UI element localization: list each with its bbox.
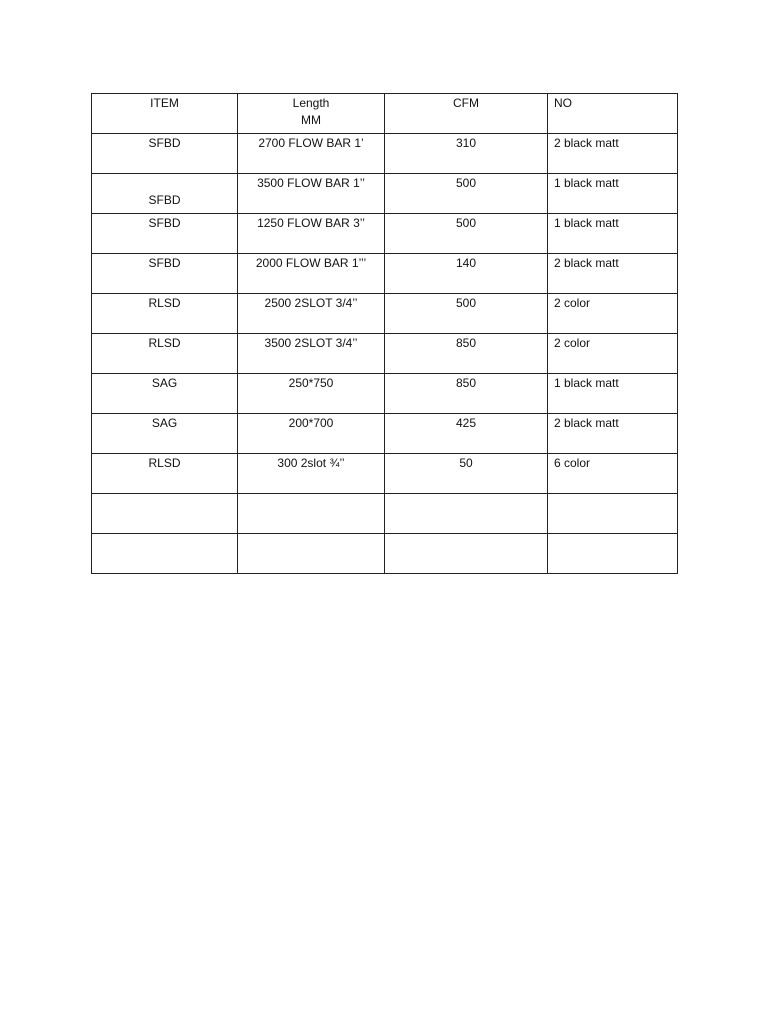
cell-length: 300 2slot ¾’’ xyxy=(238,454,385,494)
cell-cfm: 500 xyxy=(385,214,548,254)
cell-cfm xyxy=(385,534,548,574)
table-row xyxy=(92,334,678,374)
cell-cfm xyxy=(385,494,548,534)
cell-item: RLSD xyxy=(92,334,238,374)
cell-no: 6 color xyxy=(548,454,678,494)
cell-no: 1 black matt xyxy=(548,374,678,414)
cell-length xyxy=(238,534,385,574)
table-row xyxy=(92,254,678,294)
cell-item: SAG xyxy=(92,414,238,454)
spec-table xyxy=(91,93,678,574)
cell-no: 2 black matt xyxy=(548,254,678,294)
cell-length: 2000 FLOW BAR 1’’’ xyxy=(238,254,385,294)
table-row xyxy=(92,294,678,334)
cell-no: 1 black matt xyxy=(548,174,678,214)
cell-length: 200*700 xyxy=(238,414,385,454)
cell-cfm: 140 xyxy=(385,254,548,294)
cell-item: SAG xyxy=(92,374,238,414)
cell-item xyxy=(92,534,238,574)
header-no: NO xyxy=(548,94,678,134)
cell-item xyxy=(92,494,238,534)
cell-item: RLSD xyxy=(92,294,238,334)
table-row-empty xyxy=(92,494,678,534)
cell-no: 2 black matt xyxy=(548,134,678,174)
table-row xyxy=(92,414,678,454)
cell-length: 3500 2SLOT 3/4’’ xyxy=(238,334,385,374)
header-length: Length MM xyxy=(238,94,385,134)
cell-cfm: 50 xyxy=(385,454,548,494)
header-item: ITEM xyxy=(92,94,238,134)
cell-no: 2 color xyxy=(548,294,678,334)
cell-cfm: 500 xyxy=(385,294,548,334)
cell-no: 2 black matt xyxy=(548,414,678,454)
cell-length: 3500 FLOW BAR 1’’ xyxy=(238,174,385,214)
cell-cfm: 425 xyxy=(385,414,548,454)
cell-length xyxy=(238,494,385,534)
table-row-empty xyxy=(92,534,678,574)
cell-no: 1 black matt xyxy=(548,214,678,254)
table-row xyxy=(92,174,678,214)
cell-no xyxy=(548,494,678,534)
cell-length: 2500 2SLOT 3/4’’ xyxy=(238,294,385,334)
cell-no: 2 color xyxy=(548,334,678,374)
table-row xyxy=(92,134,678,174)
table-header-row xyxy=(92,94,678,134)
table-row xyxy=(92,214,678,254)
cell-cfm: 310 xyxy=(385,134,548,174)
cell-item: SFBD xyxy=(92,174,238,214)
table-row xyxy=(92,374,678,414)
cell-cfm: 850 xyxy=(385,374,548,414)
cell-item: SFBD xyxy=(92,134,238,174)
table-row xyxy=(92,454,678,494)
cell-item: RLSD xyxy=(92,454,238,494)
cell-length: 1250 FLOW BAR 3’’ xyxy=(238,214,385,254)
cell-cfm: 500 xyxy=(385,174,548,214)
cell-item: SFBD xyxy=(92,254,238,294)
cell-item: SFBD xyxy=(92,214,238,254)
cell-cfm: 850 xyxy=(385,334,548,374)
header-cfm: CFM xyxy=(385,94,548,134)
cell-length: 250*750 xyxy=(238,374,385,414)
cell-length: 2700 FLOW BAR 1’ xyxy=(238,134,385,174)
cell-no xyxy=(548,534,678,574)
